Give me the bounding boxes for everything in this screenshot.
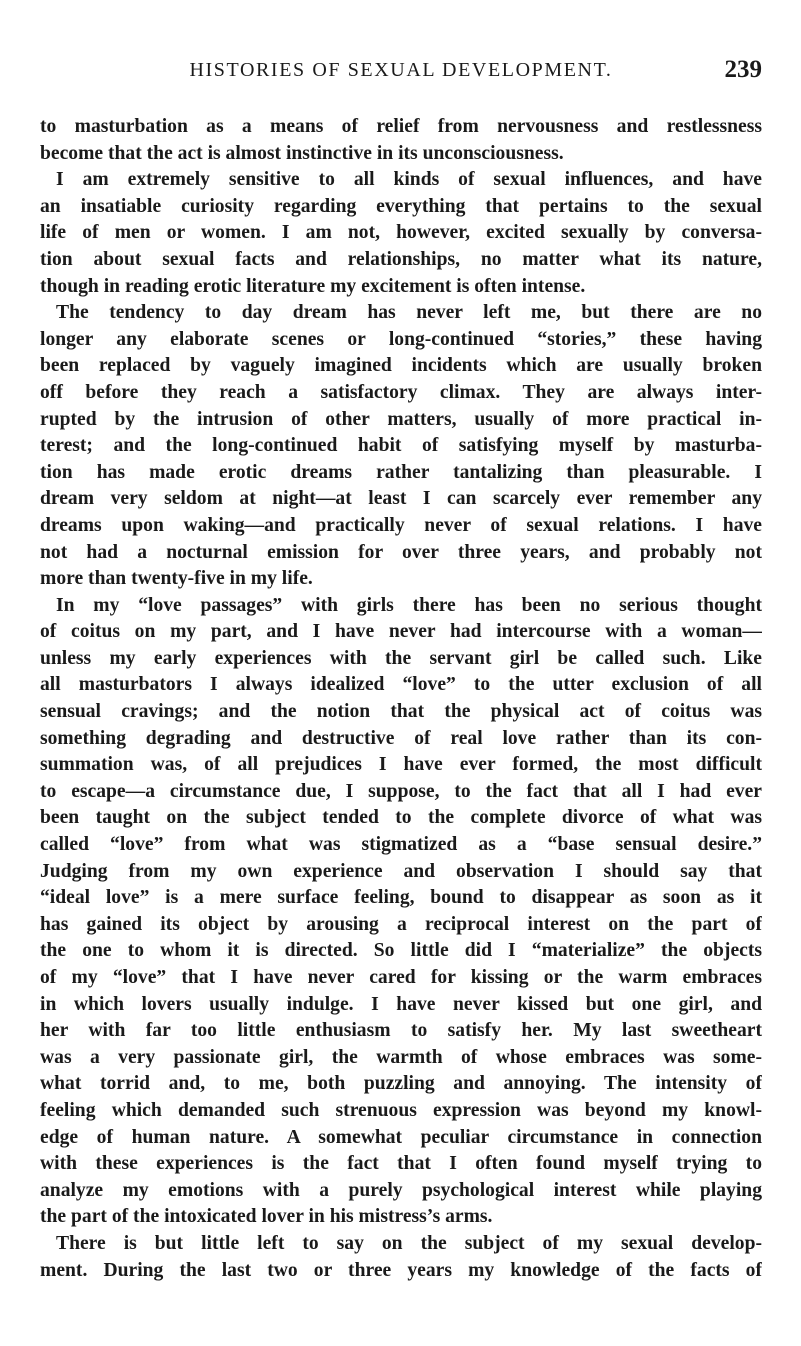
text-line: called “love” from what was stigmatized as a “base sensual desire.”	[40, 834, 762, 856]
text-line: an insatiable curiosity regarding everything that pertains to the sexual	[40, 195, 762, 217]
text-line: the part of the intoxicated lover in his mistress’s arms.	[40, 1206, 493, 1228]
text-line: dreams upon waking—and practically never of sexual relations. I have	[40, 514, 762, 536]
text-line: though in reading erotic literature my excitement is often intense.	[40, 275, 586, 297]
page-number: 239	[724, 56, 762, 83]
text-line: was a very passionate girl, the warmth of whose embraces was some-	[40, 1046, 762, 1068]
text-line: The tendency to day dream has never left me, but there are no	[56, 302, 762, 324]
text-line: not had a nocturnal emission for over three years, and probably not	[40, 541, 762, 563]
text-line: what torrid and, to me, both puzzling and annoying. The intensity of	[40, 1073, 762, 1095]
text-line: longer any elaborate scenes or long-continued “stories,” these having	[40, 328, 762, 350]
text-line: rupted by the intrusion of other matters, usually of more practical in-	[40, 408, 762, 430]
text-line: life of men or women. I am not, however, excited sexually by conversa-	[40, 222, 762, 244]
text-line: been taught on the subject tended to the complete divorce of what was	[40, 807, 762, 829]
text-line: ment. During the last two or three years my knowledge of the facts of	[40, 1259, 762, 1281]
text-line: the one to whom it is directed. So little did I “materialize” the objects	[40, 940, 762, 962]
text-line: in which lovers usually indulge. I have never kissed but one girl, and	[40, 993, 762, 1015]
text-line: unless my early experiences with the servant girl be called such. Like	[40, 647, 762, 669]
text-line: edge of human nature. A somewhat peculiar circumstance in connection	[40, 1126, 762, 1148]
text-line: been replaced by vaguely imagined incidents which are usually broken	[40, 355, 762, 377]
text-line: of coitus on my part, and I have never had intercourse with a woman—	[40, 621, 762, 643]
running-title: HISTORIES OF SEXUAL DEVELOPMENT.	[189, 59, 613, 81]
text-line: with these experiences is the fact that I often found myself trying to	[40, 1153, 762, 1175]
text-line: has gained its object by arousing a reciprocal interest on the part of	[40, 913, 762, 935]
text-line: to escape—a circumstance due, I suppose, to the fact that all I had ever	[40, 780, 762, 802]
text-line: dream very seldom at night—at least I can scarcely ever remember any	[40, 488, 762, 510]
text-line: terest; and the long-continued habit of satisfying myself by masturba-	[40, 435, 762, 457]
text-line: of my “love” that I have never cared for kissing or the warm embraces	[40, 967, 762, 988]
text-line: I am extremely sensitive to all kinds of sexual influences, and have	[56, 169, 762, 191]
text-line: to masturbation as a means of relief from nervousness and restlessness	[40, 116, 762, 137]
text-line: sensual cravings; and the notion that the physical act of coitus was	[40, 701, 762, 723]
text-line: become that the act is almost instinctive in its unconsciousness.	[40, 142, 564, 164]
text-line: There is but little left to say on the subject of my sexual develop-	[56, 1232, 762, 1254]
text-line: more than twenty-five in my life.	[40, 568, 313, 590]
text-line: Judging from my own experience and observation I should say that	[40, 860, 762, 882]
text-line: her with far too little enthusiasm to satisfy her. My last sweetheart	[40, 1020, 762, 1042]
text-line: In my “love passages” with girls there has been no serious thought	[56, 594, 762, 616]
text-line: all masturbators I always idealized “love” to the utter exclusion of all	[40, 674, 762, 696]
text-line: off before they reach a satisfactory climax. They are always inter-	[40, 381, 762, 403]
text-line: analyze my emotions with a purely psychological interest while playing	[40, 1179, 762, 1201]
body-text	[40, 114, 762, 1284]
text-line: feeling which demanded such strenuous expression was beyond my knowl-	[40, 1099, 762, 1121]
text-line: something degrading and destructive of real love rather than its con-	[40, 727, 762, 749]
text-line: tion about sexual facts and relationships, no matter what its nature,	[40, 248, 762, 270]
text-line: summation was, of all prejudices I have ever formed, the most difficult	[40, 754, 762, 776]
text-line: “ideal love” is a mere surface feeling, bound to disappear as soon as it	[40, 887, 762, 909]
text-line: tion has made erotic dreams rather tantalizing than pleasurable. I	[40, 461, 762, 483]
running-head	[40, 56, 762, 86]
